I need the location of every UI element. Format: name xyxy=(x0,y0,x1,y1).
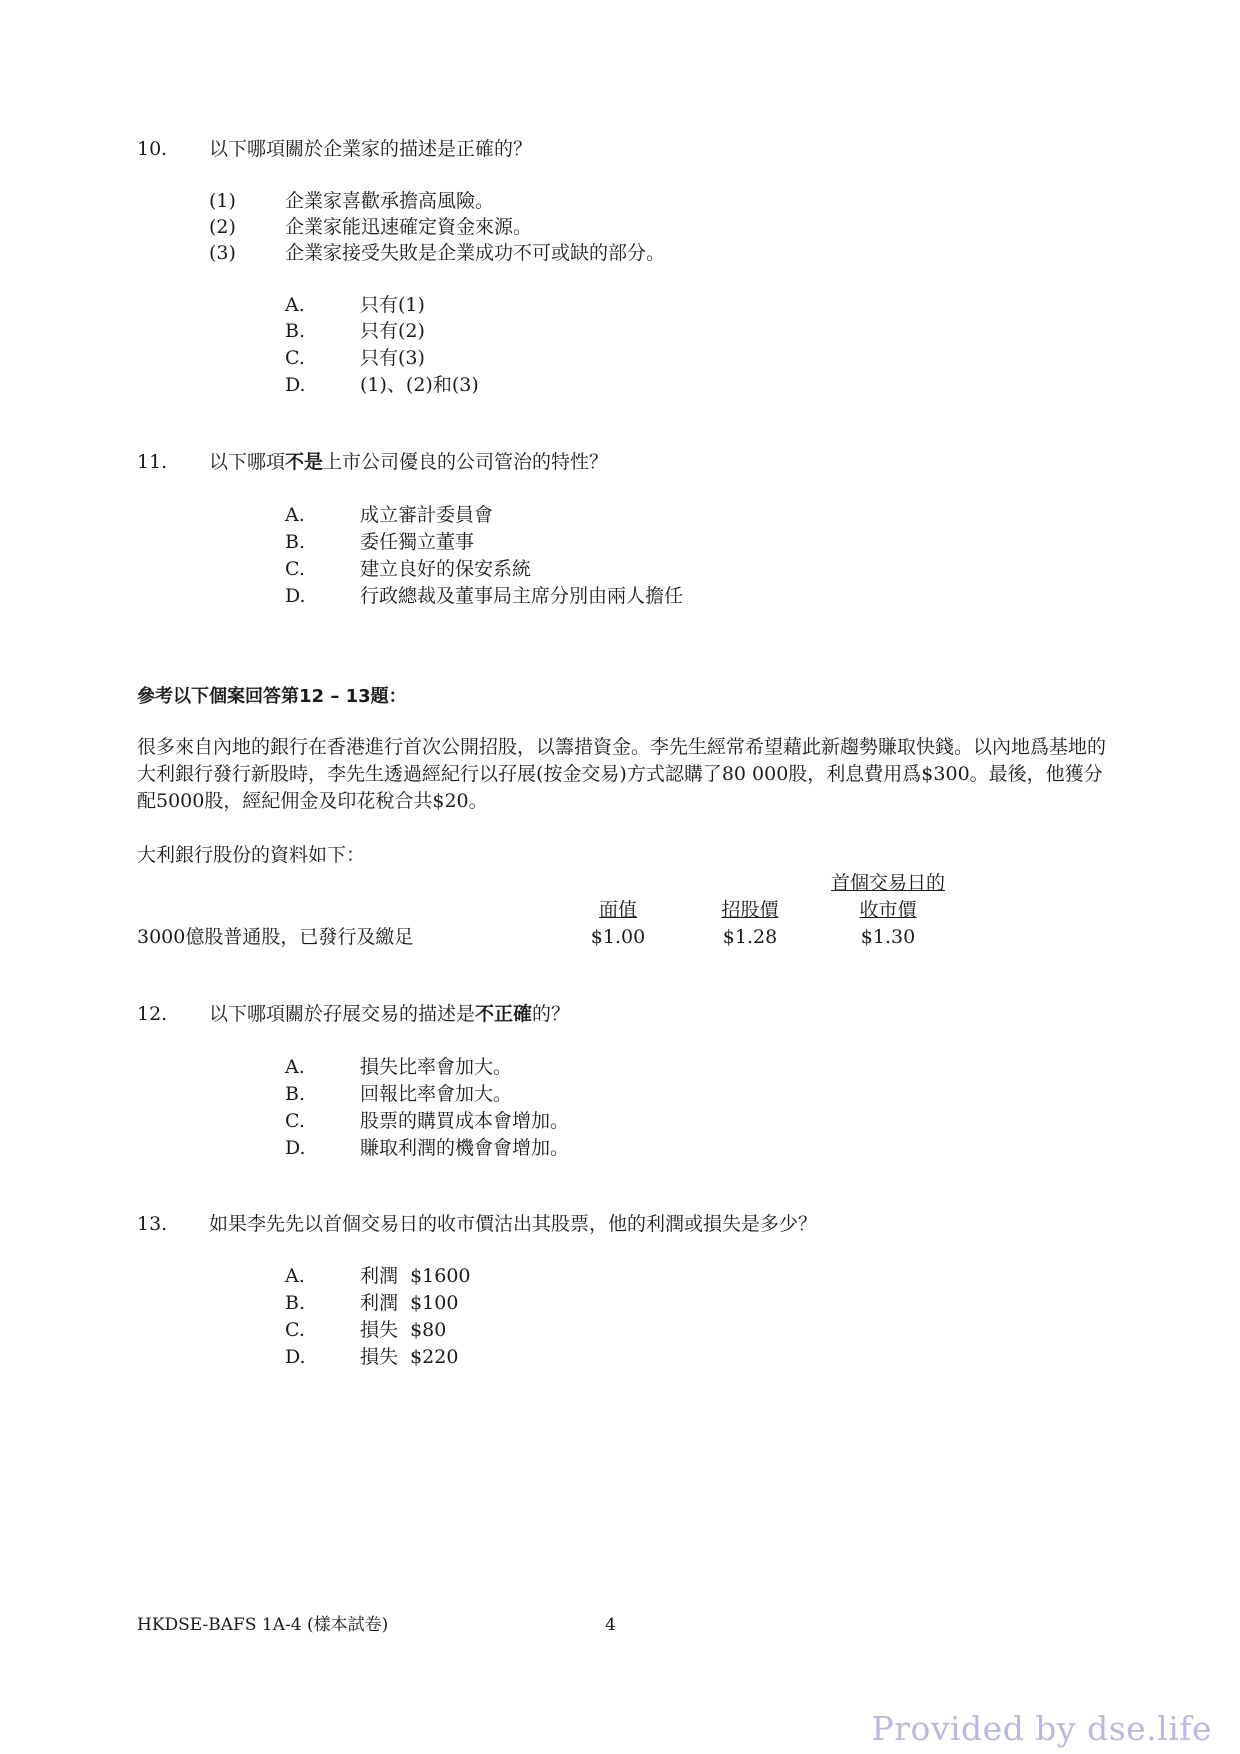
q10-option-d: (1)、(2)和(3) xyxy=(360,374,479,396)
q10-statement-2-num: (2) xyxy=(209,216,236,238)
q12-option-d-letter: D. xyxy=(285,1137,306,1159)
watermark-text: Provided by dse.life xyxy=(871,1709,1212,1748)
case-heading: 參考以下個案回答第12 – 13題： xyxy=(137,686,407,707)
q10-option-d-letter: D. xyxy=(285,374,306,396)
q13-option-d-letter: D. xyxy=(285,1346,306,1368)
q13-option-a-letter: A. xyxy=(285,1265,305,1287)
q11-option-b: 委任獨立董事 xyxy=(360,531,475,553)
table-intro: 大利銀行股份的資料如下： xyxy=(137,844,366,866)
q13-number: 13. xyxy=(137,1213,168,1235)
col-header-closing-2: 收市價 xyxy=(859,899,917,921)
q10-option-c: 只有(3) xyxy=(360,347,425,369)
q13-option-d: 損失 $220 xyxy=(360,1346,459,1368)
q12-stem-emphasis: 不正確 xyxy=(475,1003,533,1025)
case-paragraph: 很多來自內地的銀行在香港進行首次公開招股，以籌措資金。李先生經常希望藉此新趨勢賺取快錢。以內地爲基地的大利銀行發行新股時，李先生透過經紀行以孖展(按金交易)方式認購了80 000股，利息費用爲$300。最後，他獲分配5000股，經紀佣金及印花稅合共$20。 xyxy=(137,736,1107,812)
q10-statement-3-num: (3) xyxy=(209,242,236,264)
col-header-par-value: 面值 xyxy=(598,899,637,921)
q10-statement-3: 企業家接受失敗是企業成功不可或缺的部分。 xyxy=(285,242,666,264)
q11-stem-emphasis: 不是 xyxy=(285,451,324,473)
q10-option-b-letter: B. xyxy=(285,320,306,342)
q11-option-b-letter: B. xyxy=(285,531,306,553)
q11-number: 11. xyxy=(137,451,168,473)
q12-option-a: 損失比率會加大。 xyxy=(360,1056,513,1078)
q11-option-d: 行政總裁及董事局主席分別由兩人擔任 xyxy=(360,585,684,607)
q12-option-c-letter: C. xyxy=(285,1110,305,1132)
q12-option-d: 賺取利潤的機會會增加。 xyxy=(360,1137,570,1159)
q13-option-c: 損失 $80 xyxy=(360,1319,447,1341)
q10-option-a: 只有(1) xyxy=(360,294,425,316)
q12-option-c: 股票的購買成本會增加。 xyxy=(360,1110,570,1132)
q11-option-c-letter: C. xyxy=(285,558,305,580)
q10-statement-1-num: (1) xyxy=(209,190,236,212)
q10-number: 10. xyxy=(137,138,168,160)
q11-option-a: 成立審計委員會 xyxy=(360,504,494,526)
col-header-closing-1: 首個交易日的 xyxy=(830,872,945,894)
q13-stem: 如果李先先以首個交易日的收市價沽出其股票，他的利潤或損失是多少？ xyxy=(209,1213,818,1235)
q13-option-b-letter: B. xyxy=(285,1292,306,1314)
q13-option-b: 利潤 $100 xyxy=(360,1292,459,1314)
q10-option-a-letter: A. xyxy=(285,294,305,316)
q12-option-b: 回報比率會加大。 xyxy=(360,1083,513,1105)
q13-option-c-letter: C. xyxy=(285,1319,305,1341)
q12-option-a-letter: A. xyxy=(285,1056,305,1078)
q11-option-d-letter: D. xyxy=(285,585,306,607)
q10-option-b: 只有(2) xyxy=(360,320,425,342)
table-value-par: $1.00 xyxy=(590,926,646,948)
footer-paper-code: HKDSE-BAFS 1A-4 (樣本試卷) xyxy=(137,1615,389,1635)
col-header-offer-price: 招股價 xyxy=(721,899,779,921)
q11-option-a-letter: A. xyxy=(285,504,305,526)
q10-option-c-letter: C. xyxy=(285,347,305,369)
q12-number: 12. xyxy=(137,1003,168,1025)
q13-option-a: 利潤 $1600 xyxy=(360,1265,471,1287)
q10-statement-2: 企業家能迅速確定資金來源。 xyxy=(285,216,533,238)
q12-stem: 以下哪項關於孖展交易的描述是不正確的？ xyxy=(209,1003,571,1025)
q10-stem: 以下哪項關於企業家的描述是正確的？ xyxy=(209,138,533,160)
footer-page-number: 4 xyxy=(605,1615,616,1635)
table-value-offer: $1.28 xyxy=(722,926,778,948)
q12-option-b-letter: B. xyxy=(285,1083,306,1105)
table-row-label: 3000億股普通股，已發行及繳足 xyxy=(137,926,414,948)
q11-option-c: 建立良好的保安系統 xyxy=(360,558,532,580)
table-value-closing: $1.30 xyxy=(860,926,916,948)
q11-stem: 以下哪項不是上市公司優良的公司管治的特性？ xyxy=(209,451,609,473)
q10-statement-1: 企業家喜歡承擔高風險。 xyxy=(285,190,495,212)
